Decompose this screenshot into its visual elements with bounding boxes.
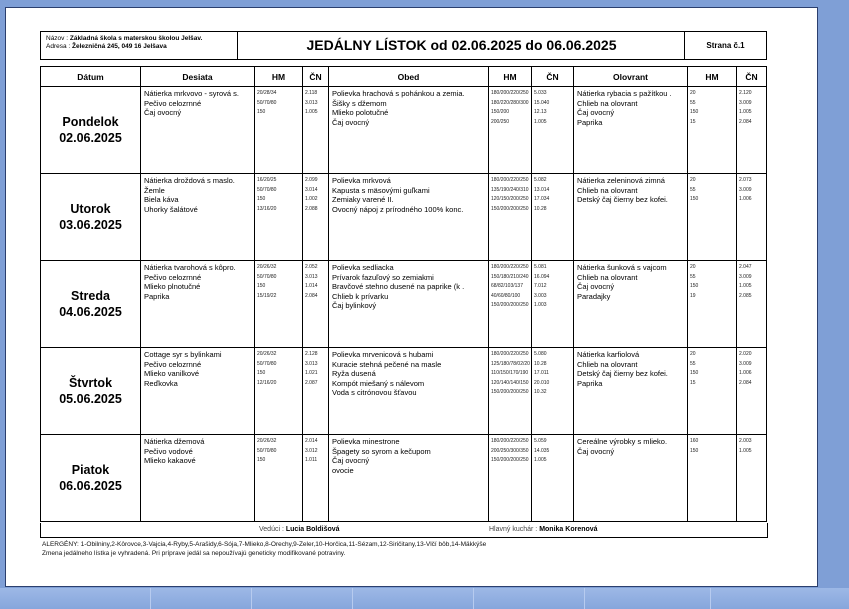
col-snack-hm: HM <box>255 67 303 87</box>
day-date: 03.06.2025 <box>59 218 122 232</box>
recipe-no: 3.003 <box>534 292 547 299</box>
lunch-cn <box>532 87 573 127</box>
snack-hm <box>255 348 302 388</box>
recipe-no: 2.020 <box>739 351 752 357</box>
portion: 68/82/103/137 <box>491 283 523 289</box>
portion: 160 <box>690 438 699 444</box>
portion: 200/250/300/350 <box>491 447 529 454</box>
portion: 125/180/78/02/20 <box>491 360 530 367</box>
dish: Nátierka šunková s vajcom <box>577 263 667 272</box>
recipe-no: 1.005 <box>739 109 752 115</box>
snack-list <box>141 348 254 388</box>
snack-hm <box>255 435 302 466</box>
recipe-no: 1.011 <box>305 457 318 463</box>
lunch-hm <box>489 174 531 214</box>
dish: Prívarok fazuľový so zemiakmi <box>332 272 434 282</box>
school-info <box>41 32 238 59</box>
portion: 20/26/32 <box>257 438 277 444</box>
school-label: Názov : <box>46 35 69 42</box>
dish: Kapusta s mäsovými guľkami <box>332 185 430 195</box>
recipe-no: 1.002 <box>305 196 318 202</box>
recipe-no: 1.005 <box>534 457 547 463</box>
afternoon-hm <box>688 87 736 127</box>
afternoon-list <box>574 87 687 127</box>
snack-hm <box>255 174 302 214</box>
afternoon-list <box>574 435 687 456</box>
lunch-list <box>329 348 488 398</box>
recipe-no: 5.033 <box>534 90 547 96</box>
lunch-cn <box>532 174 573 214</box>
taskbar-segment[interactable] <box>474 588 585 609</box>
portion: 55 <box>690 186 696 193</box>
recipe-no: 2.084 <box>305 292 318 299</box>
chef-label: Hlavný kuchár : <box>489 526 538 533</box>
portion: 180/200/220/250 <box>491 264 529 270</box>
dish: Mlieko polotučné <box>332 108 389 117</box>
menu-note: Zmena jedálneho lístka je vyhradená. Pri príprave jedál sa nepoužívajú geneticky modifikované potraviny. <box>42 550 346 557</box>
day-name: Piatok <box>71 463 110 477</box>
day-date: 05.06.2025 <box>59 392 122 406</box>
portion: 180/200/220/250 <box>491 177 529 183</box>
recipe-no: 14.035 <box>534 447 550 454</box>
col-lunch-cn: ČN <box>532 67 574 87</box>
day-name: Štvrtok <box>68 376 113 390</box>
portion: 50/70/80 <box>257 99 277 106</box>
portion: 150/200 <box>491 109 510 115</box>
snack-cn <box>303 435 328 466</box>
dish: Polievka minestrone <box>332 437 400 446</box>
lunch-list <box>329 261 488 311</box>
address-label: Adresa : <box>46 43 71 50</box>
lunch-hm <box>489 348 531 398</box>
day-row <box>41 261 767 348</box>
school-name: Základná škola s materskou školou Jelšav. <box>69 35 203 42</box>
manager <box>259 523 340 537</box>
dish: Kuracie stehná pečené na masle <box>332 359 442 369</box>
allergen-list: ALERGÉNY: 1-Obilniny,2-Kôrovce,3-Vajcia,4-Ryby,5-Arašidy,6-Sója,7-Mlieko,8-Orechy,9-Zeler,10-Horčica,11-Sézam,12-Siričitany,13-Vlčí bôb,14-Mäkkýše <box>42 541 487 548</box>
afternoon-hm <box>688 261 736 301</box>
dish: Voda s citrónovou šťavou <box>332 388 417 397</box>
recipe-no: 3.012 <box>305 447 318 454</box>
portion: 20 <box>690 177 696 183</box>
dish: Pečivo vodové <box>144 446 193 456</box>
recipe-no: 1.003 <box>534 302 547 308</box>
dish: Zemiaky varené II. <box>332 195 394 204</box>
taskbar-segment[interactable] <box>0 588 151 609</box>
recipe-no: 5.082 <box>534 177 547 183</box>
recipe-no: 2.120 <box>739 90 752 96</box>
dish: Paradajky <box>577 291 611 301</box>
lunch-hm <box>489 435 531 466</box>
signature-row <box>40 523 768 538</box>
lunch-list <box>329 174 488 214</box>
snack-cn <box>303 348 328 388</box>
recipe-no: 3.009 <box>739 273 752 280</box>
dish: Bravčové stehno dusené na paprike (k . <box>332 282 465 291</box>
portion: 15 <box>690 379 696 386</box>
recipe-no: 1.005 <box>305 109 318 115</box>
portion: 180/220/280/300 <box>491 99 529 106</box>
portion: 150/200/200/250 <box>491 389 529 395</box>
portion: 150 <box>690 370 699 376</box>
dish: Biela káva <box>144 195 179 204</box>
dish: Nátierka rybacia s pažítkou . <box>577 89 672 98</box>
dish: Ryža dusená <box>332 369 376 378</box>
dish: Nátierka droždová s maslo. <box>144 176 235 185</box>
recipe-no: 3.009 <box>739 360 752 367</box>
portion: 150 <box>690 283 699 289</box>
col-snack: Desiata <box>141 67 255 87</box>
afternoon-cn <box>737 348 766 388</box>
dish: ovocie <box>332 465 354 475</box>
day-row <box>41 174 767 261</box>
portion: 13/16/20 <box>257 205 277 212</box>
dish: Pečivo celozrnné <box>144 359 202 369</box>
recipe-no: 2.084 <box>739 118 752 125</box>
portion: 120/150/200/250 <box>491 196 529 202</box>
menu-title: JEDÁLNY LÍSTOK od 02.06.2025 do 06.06.2025 <box>239 32 685 59</box>
day-cell <box>41 261 141 348</box>
dish: Mlieko plnotučné <box>144 282 201 291</box>
allergen-info <box>42 540 486 558</box>
dish: Nátierka karfiolová <box>577 350 640 359</box>
manager-label: Vedúci : <box>259 526 284 533</box>
portion: 150/200/200/250 <box>491 457 529 463</box>
taskbar-segment[interactable] <box>151 588 252 609</box>
dish: Chlieb na olovrant <box>577 98 638 108</box>
recipe-no: 2.088 <box>305 205 318 212</box>
page-number: Strana č.1 <box>706 41 745 50</box>
recipe-no: 2.052 <box>305 264 318 270</box>
dish: Kompót miešaný s nálevom <box>332 378 425 388</box>
recipe-no: 1.005 <box>739 283 752 289</box>
recipe-no: 1.006 <box>739 370 752 376</box>
recipe-no: 17.034 <box>534 196 550 202</box>
manager-name: Lucia Boldišová <box>285 526 340 533</box>
portion: 20/26/32 <box>257 264 277 270</box>
day-name: Utorok <box>70 202 111 216</box>
snack-hm <box>255 87 302 118</box>
dish: Čaj ovocný <box>332 117 370 127</box>
portion: 20/28/34 <box>257 90 277 96</box>
dish: Nátierka mrkvovo - syrová s. <box>144 89 240 98</box>
dish: Reďkovka <box>144 378 178 388</box>
dish: Špagety so syrom a kečupom <box>332 446 431 456</box>
recipe-no: 2.087 <box>305 379 318 386</box>
dish: Chlieb k prívarku <box>332 291 389 301</box>
portion: 150/200/200/250 <box>491 205 529 212</box>
recipe-no: 2.073 <box>739 177 752 183</box>
afternoon-cn <box>737 174 766 205</box>
afternoon-cn <box>737 87 766 127</box>
afternoon-list <box>574 174 687 205</box>
dish: Cottage syr s bylinkami <box>144 350 222 359</box>
lunch-list <box>329 87 488 127</box>
recipe-no: 12.13 <box>534 109 547 115</box>
day-row <box>41 87 767 174</box>
portion: 150 <box>257 109 266 115</box>
col-snack-cn: ČN <box>303 67 329 87</box>
dish: Mlieko kakaové <box>144 456 196 465</box>
dish: Detský čaj čierny bez kofei. <box>577 369 668 378</box>
portion: 16/20/25 <box>257 177 277 183</box>
recipe-no: 2.099 <box>305 177 318 183</box>
recipe-no: 1.005 <box>534 118 547 125</box>
afternoon-cn <box>737 261 766 301</box>
recipe-no: 2.003 <box>739 438 752 444</box>
portion: 150 <box>257 457 266 463</box>
dish: Polievka mrvenicová s hubami <box>332 350 434 359</box>
afternoon-hm <box>688 348 736 388</box>
col-lunch-hm: HM <box>489 67 532 87</box>
portion: 150 <box>257 283 266 289</box>
recipe-no: 3.009 <box>739 186 752 193</box>
recipe-no: 13.014 <box>534 186 550 193</box>
dish: Chlieb na olovrant <box>577 272 638 282</box>
taskbar <box>0 588 849 609</box>
afternoon-hm <box>688 174 736 205</box>
lunch-cn <box>532 435 573 466</box>
portion: 150 <box>257 370 266 376</box>
dish: Čaj ovocný <box>577 446 615 456</box>
recipe-no: 10.32 <box>534 389 547 395</box>
day-name: Pondelok <box>62 115 119 129</box>
recipe-no: 3.013 <box>305 273 318 280</box>
portion: 150 <box>257 196 266 202</box>
portion: 150 <box>690 196 699 202</box>
taskbar-segment[interactable] <box>585 588 711 609</box>
dish: Chlieb na olovrant <box>577 359 638 369</box>
portion: 55 <box>690 273 696 280</box>
recipe-no: 1.014 <box>305 283 318 289</box>
dish: Polievka hrachová s pohánkou a zemia. <box>332 89 465 98</box>
snack-cn <box>303 261 328 301</box>
dish: Paprika <box>577 117 603 127</box>
recipe-no: 10.28 <box>534 205 547 212</box>
recipe-no: 16.094 <box>534 273 550 280</box>
dish: Čaj ovocný <box>577 282 615 291</box>
dish: Ovocný nápoj z prírodného 100% konc. <box>332 204 464 214</box>
afternoon-list <box>574 261 687 301</box>
portion: 20 <box>690 351 696 357</box>
day-row <box>41 348 767 435</box>
dish: Čaj ovocný <box>577 108 615 117</box>
dish: Polievka sedliacka <box>332 263 394 272</box>
day-cell <box>41 87 141 174</box>
dish: Pečivo celozrnné <box>144 272 202 282</box>
menu-header <box>40 31 767 60</box>
portion: 180/200/220/250 <box>491 351 529 357</box>
recipe-no: 1.005 <box>739 447 752 454</box>
taskbar-segment[interactable] <box>252 588 353 609</box>
day-cell <box>41 174 141 261</box>
menu-table <box>40 66 767 522</box>
lunch-hm <box>489 87 531 127</box>
dish: Detský čaj čierny bez kofei. <box>577 195 668 204</box>
recipe-no: 2.014 <box>305 438 318 444</box>
lunch-cn <box>532 261 573 311</box>
dish: Paprika <box>144 291 170 301</box>
dish: Čaj ovocný <box>332 456 370 465</box>
col-afternoon-cn: ČN <box>737 67 767 87</box>
portion: 150 <box>690 447 699 454</box>
recipe-no: 5.059 <box>534 438 547 444</box>
lunch-hm <box>489 261 531 311</box>
day-cell <box>41 348 141 435</box>
dish: Čaj ovocný <box>144 108 182 117</box>
portion: 19 <box>690 292 696 299</box>
portion: 200/250 <box>491 118 510 125</box>
school-address: Železničná 245, 049 16 Jelšava <box>72 43 167 50</box>
snack-cn <box>303 87 328 118</box>
portion: 180/200/220/250 <box>491 438 529 444</box>
dish: Žemle <box>144 185 165 195</box>
col-afternoon-hm: HM <box>688 67 737 87</box>
portion: 20/26/32 <box>257 351 277 357</box>
portion: 150/200/200/250 <box>491 302 529 308</box>
snack-list <box>141 87 254 118</box>
recipe-no: 2.084 <box>739 379 752 386</box>
portion: 55 <box>690 360 696 367</box>
day-date: 06.06.2025 <box>59 479 122 493</box>
dish: Šišky s džemom <box>332 98 387 108</box>
dish: Cereálne výrobky s mlieko. <box>577 437 668 446</box>
snack-hm <box>255 261 302 301</box>
dish: Mlieko vanilkové <box>144 369 200 378</box>
portion: 20 <box>690 264 696 270</box>
portion: 50/70/80 <box>257 360 277 367</box>
portion: 12/16/20 <box>257 379 277 386</box>
snack-cn <box>303 174 328 214</box>
recipe-no: 15.040 <box>534 99 550 106</box>
recipe-no: 2.118 <box>305 90 318 96</box>
recipe-no: 3.013 <box>305 99 318 106</box>
recipe-no: 17.011 <box>534 370 549 376</box>
day-row <box>41 435 767 522</box>
day-cell <box>41 435 141 522</box>
afternoon-cn <box>737 435 766 456</box>
portion: 120/140/140/150 <box>491 379 529 386</box>
portion: 55 <box>690 99 696 106</box>
portion: 20 <box>690 90 696 96</box>
lunch-list <box>329 435 488 475</box>
dish: Chlieb na olovrant <box>577 185 638 195</box>
portion: 150 <box>690 109 699 115</box>
dish: Polievka mrkvová <box>332 176 391 185</box>
snack-list <box>141 174 254 214</box>
portion: 110/150/170/190 <box>491 370 529 376</box>
dish: Nátierka džemová <box>144 437 205 446</box>
recipe-no: 10.28 <box>534 360 547 367</box>
dish: Čaj bylinkový <box>332 301 377 310</box>
dish: Paprika <box>577 378 603 388</box>
col-afternoon: Olovrant <box>574 67 688 87</box>
dish: Nátierka zeleninová zimná <box>577 176 665 185</box>
snack-list <box>141 435 254 466</box>
day-date: 02.06.2025 <box>59 131 122 145</box>
portion: 40/60/80/100 <box>491 292 521 299</box>
portion: 150/180/210/240 <box>491 273 529 280</box>
afternoon-hm <box>688 435 736 456</box>
day-name: Streda <box>71 289 110 303</box>
dish: Nátierka tvarohová s kôpro. <box>144 263 236 272</box>
afternoon-list <box>574 348 687 388</box>
recipe-no: 2.085 <box>739 292 752 299</box>
recipe-no: 5.080 <box>534 351 547 357</box>
recipe-no: 3.009 <box>739 99 752 106</box>
chef <box>489 523 598 537</box>
day-date: 04.06.2025 <box>59 305 122 319</box>
chef-name: Monika Korenová <box>539 526 598 533</box>
col-lunch: Obed <box>329 67 489 87</box>
table-header-row <box>41 67 767 87</box>
lunch-cn <box>532 348 573 398</box>
portion: 15 <box>690 118 696 125</box>
dish: Uhorky šalátové <box>144 204 198 214</box>
recipe-no: 1.021 <box>305 370 318 376</box>
portion: 50/70/80 <box>257 447 277 454</box>
recipe-no: 3.014 <box>305 186 318 193</box>
recipe-no: 1.006 <box>739 196 752 202</box>
portion: 135/190/240/310 <box>491 186 529 193</box>
portion: 180/200/220/250 <box>491 90 529 96</box>
snack-list <box>141 261 254 301</box>
recipe-no: 5.081 <box>534 264 547 270</box>
recipe-no: 2.128 <box>305 351 318 357</box>
portion: 15/19/22 <box>257 292 277 299</box>
portion: 50/70/80 <box>257 273 277 280</box>
recipe-no: 7.012 <box>534 283 547 289</box>
recipe-no: 3.013 <box>305 360 318 367</box>
recipe-no: 2.047 <box>739 264 752 270</box>
taskbar-segment[interactable] <box>353 588 474 609</box>
dish: Pečivo celozrnné <box>144 98 202 108</box>
recipe-no: 20.010 <box>534 379 550 386</box>
portion: 50/70/80 <box>257 186 277 193</box>
col-date: Dátum <box>41 67 141 87</box>
